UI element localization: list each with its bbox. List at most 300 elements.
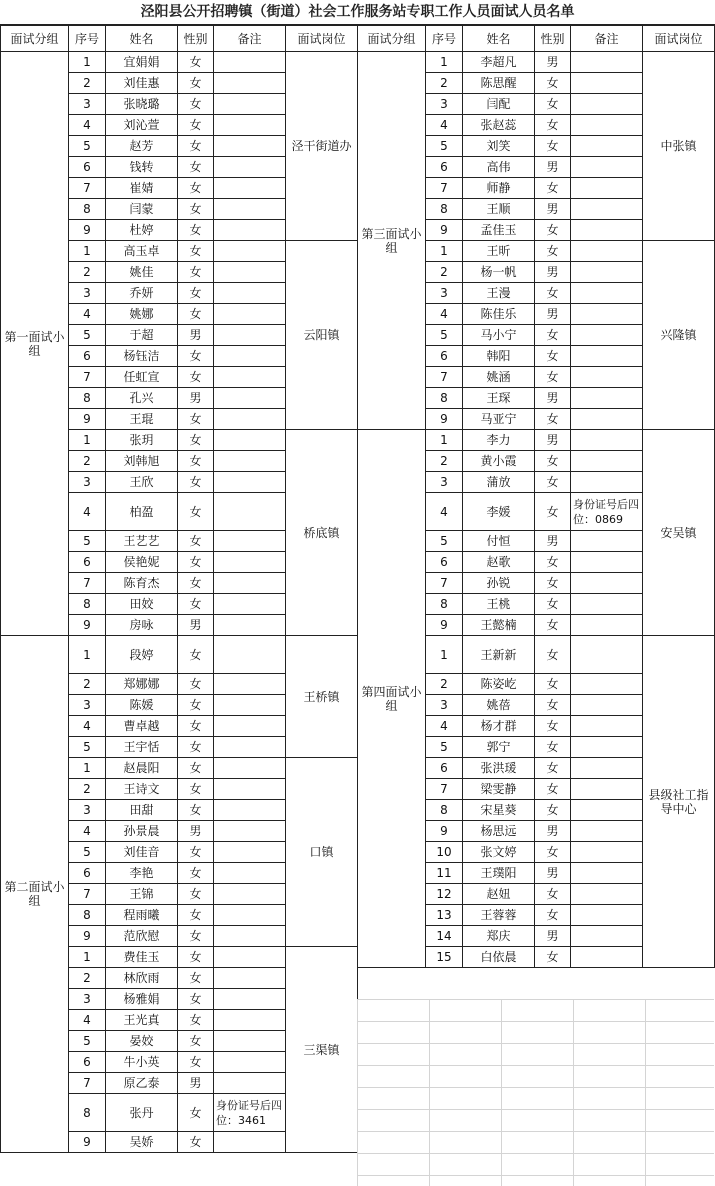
candidate-name: 段婷 xyxy=(106,636,178,674)
candidate-name: 崔婧 xyxy=(106,178,178,199)
candidate-name: 姚娜 xyxy=(106,304,178,325)
candidate-sex: 男 xyxy=(535,262,571,283)
candidate-sex: 男 xyxy=(178,1073,214,1094)
interview-group-cell: 第四面试小组 xyxy=(358,430,426,968)
row-number: 1 xyxy=(426,52,463,73)
candidate-name: 孙景晨 xyxy=(106,821,178,842)
candidate-name: 原乙泰 xyxy=(106,1073,178,1094)
candidate-sex: 女 xyxy=(178,493,214,531)
candidate-name: 王懿楠 xyxy=(463,615,535,636)
candidate-name: 韩阳 xyxy=(463,346,535,367)
remark-cell xyxy=(571,94,643,115)
row-number: 5 xyxy=(69,842,106,863)
row-number: 3 xyxy=(426,283,463,304)
post-cell: 云阳镇 xyxy=(286,241,358,430)
candidate-name: 田甜 xyxy=(106,800,178,821)
remark-cell: 身份证号后四位：0869 xyxy=(571,493,643,531)
candidate-sex: 男 xyxy=(535,531,571,552)
remark-cell xyxy=(214,304,286,325)
remark-cell xyxy=(214,573,286,594)
candidate-name: 高伟 xyxy=(463,157,535,178)
row-number: 1 xyxy=(426,636,463,674)
candidate-name: 任虹宣 xyxy=(106,367,178,388)
candidate-sex: 女 xyxy=(535,115,571,136)
candidate-name: 师静 xyxy=(463,178,535,199)
candidate-sex: 女 xyxy=(178,409,214,430)
candidate-sex: 女 xyxy=(178,52,214,73)
candidate-name: 房咏 xyxy=(106,615,178,636)
candidate-name: 王昕 xyxy=(463,241,535,262)
candidate-sex: 女 xyxy=(178,800,214,821)
remark-cell xyxy=(214,716,286,737)
candidate-sex: 女 xyxy=(535,94,571,115)
candidate-sex: 女 xyxy=(178,451,214,472)
candidate-sex: 女 xyxy=(535,73,571,94)
row-number: 3 xyxy=(69,695,106,716)
row-number: 5 xyxy=(426,531,463,552)
candidate-sex: 男 xyxy=(535,821,571,842)
row-number: 2 xyxy=(426,262,463,283)
table-body-left xyxy=(1,26,358,1153)
post-cell: 王桥镇 xyxy=(286,636,358,758)
row-number: 5 xyxy=(69,1031,106,1052)
candidate-sex: 女 xyxy=(178,573,214,594)
candidate-name: 钱转 xyxy=(106,157,178,178)
row-number: 8 xyxy=(426,800,463,821)
post-cell: 县级社工指导中心 xyxy=(643,636,715,968)
candidate-sex: 女 xyxy=(535,367,571,388)
remark-cell xyxy=(571,594,643,615)
candidate-name: 王光真 xyxy=(106,1010,178,1031)
row-number: 10 xyxy=(426,842,463,863)
remark-cell xyxy=(214,800,286,821)
remark-cell xyxy=(214,884,286,905)
remark-cell xyxy=(214,451,286,472)
row-number: 15 xyxy=(426,947,463,968)
remark-cell xyxy=(571,220,643,241)
row-number: 6 xyxy=(69,346,106,367)
candidate-name: 李艳 xyxy=(106,863,178,884)
table-row xyxy=(358,430,715,451)
candidate-sex: 女 xyxy=(178,531,214,552)
row-number: 4 xyxy=(426,115,463,136)
candidate-sex: 女 xyxy=(178,115,214,136)
remark-cell xyxy=(571,451,643,472)
candidate-sex: 女 xyxy=(178,758,214,779)
candidate-sex: 女 xyxy=(178,884,214,905)
header-no: 序号 xyxy=(69,26,106,52)
remark-cell xyxy=(214,842,286,863)
table-row xyxy=(358,52,715,73)
candidate-sex: 女 xyxy=(178,926,214,947)
row-number: 2 xyxy=(69,73,106,94)
header-name: 姓名 xyxy=(463,26,535,52)
row-number: 2 xyxy=(426,451,463,472)
candidate-sex: 男 xyxy=(535,926,571,947)
remark-cell xyxy=(214,472,286,493)
candidate-name: 梁雯静 xyxy=(463,779,535,800)
header-name: 姓名 xyxy=(106,26,178,52)
remark-cell xyxy=(571,695,643,716)
row-number: 6 xyxy=(69,1052,106,1073)
candidate-sex: 女 xyxy=(178,430,214,451)
candidate-sex: 女 xyxy=(178,1031,214,1052)
candidate-sex: 女 xyxy=(178,594,214,615)
remark-cell xyxy=(214,821,286,842)
row-number: 3 xyxy=(69,800,106,821)
candidate-sex: 女 xyxy=(535,716,571,737)
remark-cell xyxy=(214,695,286,716)
remark-cell xyxy=(571,674,643,695)
remark-cell xyxy=(214,346,286,367)
candidate-sex: 女 xyxy=(178,779,214,800)
candidate-sex: 女 xyxy=(535,178,571,199)
candidate-sex: 男 xyxy=(535,157,571,178)
candidate-name: 王璞阳 xyxy=(463,863,535,884)
candidate-sex: 女 xyxy=(178,304,214,325)
remark-cell xyxy=(214,779,286,800)
table-body-right xyxy=(358,26,715,968)
remark-cell xyxy=(571,367,643,388)
row-number: 4 xyxy=(69,716,106,737)
remark-cell xyxy=(214,73,286,94)
row-number: 9 xyxy=(426,220,463,241)
remark-cell xyxy=(571,136,643,157)
candidate-sex: 女 xyxy=(178,1094,214,1132)
row-number: 6 xyxy=(69,552,106,573)
remark-cell xyxy=(214,241,286,262)
post-cell: 泾干街道办 xyxy=(286,52,358,241)
candidate-name: 王蓉蓉 xyxy=(463,905,535,926)
candidate-sex: 女 xyxy=(178,199,214,220)
candidate-sex: 男 xyxy=(535,863,571,884)
row-number: 1 xyxy=(69,241,106,262)
candidate-sex: 女 xyxy=(178,552,214,573)
remark-cell xyxy=(571,262,643,283)
candidate-name: 孔兴 xyxy=(106,388,178,409)
remark-cell xyxy=(214,115,286,136)
remark-cell: 身份证号后四位：3461 xyxy=(214,1094,286,1132)
candidate-sex: 女 xyxy=(535,136,571,157)
candidate-name: 王锦 xyxy=(106,884,178,905)
interview-group-cell: 第二面试小组 xyxy=(1,636,69,1153)
candidate-sex: 女 xyxy=(535,220,571,241)
remark-cell xyxy=(214,1132,286,1153)
remark-cell xyxy=(571,52,643,73)
row-number: 1 xyxy=(69,636,106,674)
remark-cell xyxy=(571,779,643,800)
remark-cell xyxy=(571,304,643,325)
remark-cell xyxy=(571,346,643,367)
row-number: 2 xyxy=(69,262,106,283)
row-number: 8 xyxy=(69,594,106,615)
candidate-name: 赵妞 xyxy=(463,884,535,905)
candidate-name: 林欣雨 xyxy=(106,968,178,989)
remark-cell xyxy=(214,552,286,573)
header-note: 备注 xyxy=(214,26,286,52)
remark-cell xyxy=(214,1073,286,1094)
row-number: 5 xyxy=(426,325,463,346)
remark-cell xyxy=(214,737,286,758)
candidate-sex: 女 xyxy=(178,636,214,674)
candidate-name: 孙锐 xyxy=(463,573,535,594)
post-cell: 中张镇 xyxy=(643,52,715,241)
remark-cell xyxy=(214,262,286,283)
candidate-sex: 女 xyxy=(178,94,214,115)
row-number: 5 xyxy=(426,737,463,758)
row-number: 6 xyxy=(426,346,463,367)
candidate-sex: 女 xyxy=(178,842,214,863)
interview-group-cell: 第三面试小组 xyxy=(358,52,426,430)
candidate-sex: 女 xyxy=(178,136,214,157)
remark-cell xyxy=(571,821,643,842)
remark-cell xyxy=(571,905,643,926)
remark-cell xyxy=(214,968,286,989)
candidate-sex: 女 xyxy=(178,367,214,388)
candidate-sex: 女 xyxy=(178,968,214,989)
remark-cell xyxy=(214,94,286,115)
candidate-name: 陈育杰 xyxy=(106,573,178,594)
candidate-name: 郑庆 xyxy=(463,926,535,947)
candidate-sex: 男 xyxy=(178,821,214,842)
candidate-sex: 女 xyxy=(535,674,571,695)
candidate-name: 闫配 xyxy=(463,94,535,115)
row-number: 3 xyxy=(69,283,106,304)
row-number: 9 xyxy=(426,615,463,636)
row-number: 3 xyxy=(69,989,106,1010)
candidate-name: 姚蓓 xyxy=(463,695,535,716)
interview-group-cell: 第一面试小组 xyxy=(1,52,69,636)
remark-cell xyxy=(571,157,643,178)
row-number: 1 xyxy=(69,52,106,73)
row-number: 7 xyxy=(69,367,106,388)
candidate-name: 赵晨阳 xyxy=(106,758,178,779)
remark-cell xyxy=(571,615,643,636)
row-number: 1 xyxy=(69,947,106,968)
table-row xyxy=(1,52,358,73)
remark-cell xyxy=(214,863,286,884)
candidate-name: 陈思醒 xyxy=(463,73,535,94)
candidate-sex: 女 xyxy=(178,73,214,94)
post-cell: 桥底镇 xyxy=(286,430,358,636)
candidate-sex: 女 xyxy=(178,863,214,884)
row-number: 3 xyxy=(426,695,463,716)
candidate-name: 费佳玉 xyxy=(106,947,178,968)
candidate-sex: 女 xyxy=(178,1010,214,1031)
candidate-sex: 女 xyxy=(535,472,571,493)
candidate-sex: 女 xyxy=(535,283,571,304)
row-number: 4 xyxy=(69,821,106,842)
remark-cell xyxy=(571,573,643,594)
remark-cell xyxy=(571,552,643,573)
row-number: 11 xyxy=(426,863,463,884)
candidate-name: 郑娜娜 xyxy=(106,674,178,695)
candidate-name: 姚涵 xyxy=(463,367,535,388)
candidate-sex: 女 xyxy=(535,241,571,262)
candidate-name: 王顺 xyxy=(463,199,535,220)
row-number: 7 xyxy=(426,367,463,388)
post-cell: 三渠镇 xyxy=(286,947,358,1153)
row-number: 5 xyxy=(69,531,106,552)
candidate-name: 李媛 xyxy=(463,493,535,531)
candidate-sex: 男 xyxy=(535,52,571,73)
candidate-name: 郭宁 xyxy=(463,737,535,758)
row-number: 4 xyxy=(69,115,106,136)
remark-cell xyxy=(214,1031,286,1052)
row-number: 2 xyxy=(69,779,106,800)
remark-cell xyxy=(571,472,643,493)
candidate-sex: 女 xyxy=(535,695,571,716)
candidate-sex: 女 xyxy=(178,905,214,926)
remark-cell xyxy=(571,842,643,863)
candidate-name: 王诗文 xyxy=(106,779,178,800)
candidate-name: 马小宁 xyxy=(463,325,535,346)
header-note: 备注 xyxy=(571,26,643,52)
row-number: 8 xyxy=(426,594,463,615)
row-number: 4 xyxy=(69,304,106,325)
candidate-name: 乔妍 xyxy=(106,283,178,304)
row-number: 13 xyxy=(426,905,463,926)
candidate-sex: 女 xyxy=(535,800,571,821)
candidate-name: 杨一帆 xyxy=(463,262,535,283)
candidate-sex: 女 xyxy=(178,472,214,493)
candidate-name: 李超凡 xyxy=(463,52,535,73)
candidate-sex: 女 xyxy=(178,695,214,716)
candidate-name: 曹卓越 xyxy=(106,716,178,737)
remark-cell xyxy=(214,615,286,636)
candidate-name: 张玥 xyxy=(106,430,178,451)
row-number: 14 xyxy=(426,926,463,947)
candidate-name: 陈佳乐 xyxy=(463,304,535,325)
row-number: 1 xyxy=(426,241,463,262)
candidate-name: 陈姿屹 xyxy=(463,674,535,695)
remark-cell xyxy=(571,531,643,552)
candidate-name: 赵芳 xyxy=(106,136,178,157)
header-group: 面试分组 xyxy=(1,26,69,52)
candidate-sex: 女 xyxy=(535,493,571,531)
candidate-name: 陈媛 xyxy=(106,695,178,716)
candidate-sex: 女 xyxy=(535,615,571,636)
candidate-sex: 男 xyxy=(178,388,214,409)
row-number: 7 xyxy=(69,1073,106,1094)
candidate-name: 吴娇 xyxy=(106,1132,178,1153)
row-number: 2 xyxy=(426,73,463,94)
remark-cell xyxy=(571,636,643,674)
candidate-sex: 女 xyxy=(178,178,214,199)
row-number: 6 xyxy=(69,863,106,884)
candidate-name: 杨雅娟 xyxy=(106,989,178,1010)
candidate-name: 张文婷 xyxy=(463,842,535,863)
post-cell: 口镇 xyxy=(286,758,358,947)
candidate-name: 杨才群 xyxy=(463,716,535,737)
remark-cell xyxy=(214,594,286,615)
candidate-name: 杜婷 xyxy=(106,220,178,241)
remark-cell xyxy=(571,800,643,821)
row-number: 1 xyxy=(69,430,106,451)
row-number: 8 xyxy=(69,199,106,220)
post-cell: 安吴镇 xyxy=(643,430,715,636)
candidate-name: 姚佳 xyxy=(106,262,178,283)
candidate-sex: 女 xyxy=(178,346,214,367)
remark-cell xyxy=(214,1010,286,1031)
remark-cell xyxy=(214,136,286,157)
remark-cell xyxy=(214,1052,286,1073)
row-number: 4 xyxy=(426,304,463,325)
candidate-name: 王艺艺 xyxy=(106,531,178,552)
candidate-name: 王新新 xyxy=(463,636,535,674)
remark-cell xyxy=(214,905,286,926)
row-number: 8 xyxy=(69,905,106,926)
candidate-name: 刘笑 xyxy=(463,136,535,157)
row-number: 2 xyxy=(69,674,106,695)
remark-cell xyxy=(214,674,286,695)
remark-cell xyxy=(571,926,643,947)
remark-cell xyxy=(214,178,286,199)
row-number: 8 xyxy=(69,1094,106,1132)
row-number: 5 xyxy=(69,325,106,346)
candidate-name: 张洪瑗 xyxy=(463,758,535,779)
header-post: 面试岗位 xyxy=(643,26,715,52)
candidate-sex: 女 xyxy=(535,346,571,367)
candidate-name: 柏盈 xyxy=(106,493,178,531)
candidate-name: 程雨曦 xyxy=(106,905,178,926)
row-number: 4 xyxy=(69,1010,106,1031)
remark-cell xyxy=(214,636,286,674)
candidate-sex: 女 xyxy=(535,905,571,926)
header-row xyxy=(1,26,358,52)
row-number: 4 xyxy=(426,493,463,531)
candidate-sex: 女 xyxy=(178,947,214,968)
candidate-sex: 男 xyxy=(178,615,214,636)
row-number: 12 xyxy=(426,884,463,905)
candidate-name: 白依晨 xyxy=(463,947,535,968)
candidate-name: 刘佳音 xyxy=(106,842,178,863)
header-sex: 性别 xyxy=(178,26,214,52)
row-number: 3 xyxy=(69,94,106,115)
row-number: 1 xyxy=(426,430,463,451)
candidate-sex: 女 xyxy=(178,220,214,241)
candidate-name: 张丹 xyxy=(106,1094,178,1132)
header-no: 序号 xyxy=(426,26,463,52)
row-number: 3 xyxy=(426,472,463,493)
remark-cell xyxy=(214,199,286,220)
remark-cell xyxy=(571,115,643,136)
remark-cell xyxy=(214,283,286,304)
interview-table-right xyxy=(357,25,715,968)
candidate-name: 孟佳玉 xyxy=(463,220,535,241)
candidate-sex: 男 xyxy=(535,430,571,451)
row-number: 5 xyxy=(69,737,106,758)
row-number: 5 xyxy=(69,136,106,157)
remark-cell xyxy=(214,926,286,947)
header-row xyxy=(358,26,715,52)
remark-cell xyxy=(571,884,643,905)
row-number: 7 xyxy=(69,884,106,905)
candidate-sex: 女 xyxy=(535,451,571,472)
row-number: 9 xyxy=(426,409,463,430)
row-number: 8 xyxy=(69,388,106,409)
candidate-name: 王宇恬 xyxy=(106,737,178,758)
candidate-sex: 女 xyxy=(178,1052,214,1073)
remark-cell xyxy=(571,863,643,884)
candidate-name: 付恒 xyxy=(463,531,535,552)
candidate-sex: 女 xyxy=(178,241,214,262)
candidate-sex: 女 xyxy=(178,716,214,737)
candidate-sex: 女 xyxy=(178,989,214,1010)
header-group: 面试分组 xyxy=(358,26,426,52)
candidate-name: 李力 xyxy=(463,430,535,451)
candidate-sex: 女 xyxy=(535,594,571,615)
